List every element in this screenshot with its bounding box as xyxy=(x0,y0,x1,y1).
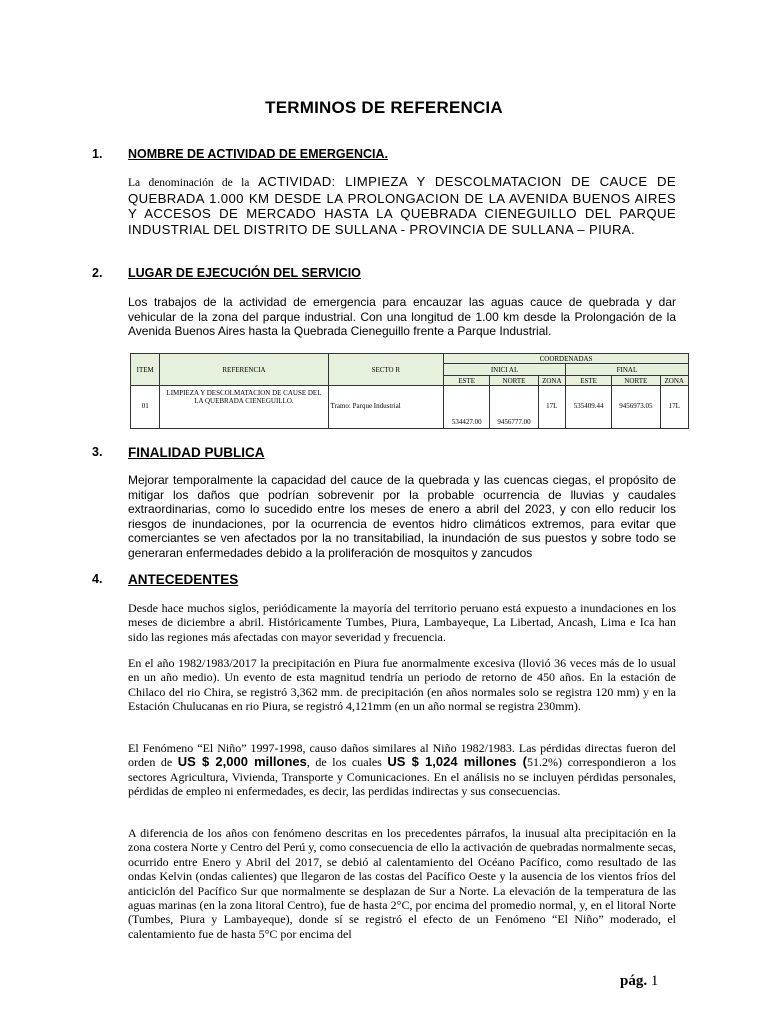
section-number: 1. xyxy=(92,147,103,161)
table-row xyxy=(131,386,689,429)
header-este: ESTE xyxy=(444,376,490,386)
cell-final-norte: 9456973.05 xyxy=(612,386,660,429)
cell-sector: Tramo: Parque Industrial xyxy=(328,386,444,429)
section-2-paragraph: Los trabajos de la actividad de emergencia para encauzar las aguas cauce de quebrada y dar vehicular de la zona del parque industrial. Con una longitud de 1.00 km desde la Prolongación de la Avenida Buenos Aires hasta la Quebrada Cieneguillo frente a Parque Industrial. xyxy=(128,295,676,339)
section-number: 4. xyxy=(92,572,103,586)
header-item: ITEM xyxy=(131,354,160,386)
header-este: ESTE xyxy=(565,376,611,386)
loss-total: US $ 2,000 millones xyxy=(177,754,307,770)
activity-name: ACTIVIDAD: LIMPIEZA Y DESCOLMATACION DE CAUCE DE QUEBRADA 1.000 KM DESDE LA PROLONGACION DE LA AVENIDA BUENOS AIRES Y ACCESOS DE MERCADO HASTA LA QUEBRADA CIENEGUILLO DEL PARQUE INDUSTRIAL DEL DISTRITO DE SULLANA - PROVINCIA DE SULLANA – PIURA. xyxy=(128,174,676,237)
cell-final-este: 535409.44 xyxy=(565,386,611,429)
section-title: ANTECEDENTES xyxy=(128,572,239,587)
paragraph-lead: La denominación de la xyxy=(128,177,250,189)
header-inicial: INICI AL xyxy=(444,364,566,376)
document-title: TERMINOS DE REFERENCIA xyxy=(265,98,503,117)
section-4-paragraph-2: En el año 1982/1983/2017 la precipitación en Piura fue anormalmente excesiva (llovió 36 veces más de lo usual en un año medio). Un evento de esta magnitud tendría un periodo de retorno de 450 años. En la estación de Chilaco del rio Chira, se registró 3,362 mm. de precipitación (en años normales solo se registra 120 mm) y en la Estación Chulucanas en rio Piura, se registró 4,121mm (en un año normal se registra 230mm). xyxy=(128,656,676,714)
section-4-paragraph-1: Desde hace muchos siglos, periódicamente la mayoría del territorio peruano está expuesto a inundaciones en los meses de diciembre a abril. Históricamente Tumbes, Piura, Lambayeque, La Libertad, Ancash, Lima e Ica han sido las regiones más afectadas con mayor severidad y frecuencia. xyxy=(128,601,676,644)
section-3-paragraph: Mejorar temporalmente la capacidad del cauce de la quebrada y las cuencas ciegas, el propósito de mitigar los daños que podrían sobrevenir por la probable ocurrencia de lluvias y caudales extraordinarias, como lo sucedido entre los meses de enero a abril del 2023, y con ello reducir los riesgos de inundaciones, por la ocurrencia de eventos hidro climáticos extremos, para evitar que comerciantes se ven afectados por la no transitabiliad, la inundación de sus puestos y sobre todo se generaran enfermedades debido a la proliferación de mosquitos y zancudos xyxy=(128,473,676,560)
header-final: FINAL xyxy=(565,364,688,376)
header-sector: SECTO R xyxy=(328,354,444,386)
cell-inicial-este: 534427.00 xyxy=(444,386,490,429)
section-1-paragraph xyxy=(128,174,676,237)
section-title: NOMBRE DE ACTIVIDAD DE EMERGENCIA. xyxy=(128,147,388,161)
header-norte: NORTE xyxy=(612,376,660,386)
section-number: 3. xyxy=(92,445,103,459)
page-number-value: 1 xyxy=(650,973,659,989)
cell-inicial-norte: 9456777.00 xyxy=(490,386,538,429)
cell-inicial-zona: 17L xyxy=(538,386,565,429)
cell-item: 01 xyxy=(131,386,160,429)
header-zona: ZONA xyxy=(538,376,565,386)
page-number xyxy=(620,973,658,990)
paragraph-text: , de los cuales xyxy=(306,755,382,770)
section-title: LUGAR DE EJECUCIÓN DEL SERVICIO xyxy=(128,266,361,280)
header-norte: NORTE xyxy=(490,376,538,386)
paragraph-text: El Fenómeno “El Niño” 1997-1998, causo daños similares al Niño 1982/1983. Las pérdidas directas fueron del orden de xyxy=(128,741,676,770)
section-4-paragraph-4: A diferencia de los años con fenómeno descritas en los precedentes párrafos, la inusual alta precipitación en la zona costera Norte y Centro del Perú y, como consecuencia de ello la activación de quebradas normalmente secas, ocurrido entre Enero y Abril del 2017, se debió al calentamiento del Océano Pacífico, como resultado de las ondas Kelvin (ondas calientes) que llegaron de las costas del Pacífico Oeste y la ausencia de los vientos fríos del anticiclón del Pacífico Sur que normalmente se desplazan de Sur a Norte. La elevación de la temperatura de las aguas marinas (en la zona litoral Centro), fue de hasta 2°C, por encima del promedio normal, y, en el litoral Norte (Tumbes, Piura y Lambayeque), donde sí se registró el efecto de un Fenómeno “El Niño” moderado, el calentamiento fue de hasta 5°C por encima del xyxy=(128,826,676,941)
loss-sectors: US $ 1,024 millones ( xyxy=(387,754,528,770)
cell-final-zona: 17L xyxy=(660,386,689,429)
section-number: 2. xyxy=(92,266,103,280)
coordinates-table xyxy=(130,353,689,429)
cell-referencia: LIMPIEZA Y DESCOLMATACION DE CAUSE DEL LA QUEBRADA CIENEGUILLO. xyxy=(160,386,328,429)
header-coordenadas: COORDENADAS xyxy=(444,354,689,364)
paragraph-text: 51.2%) correspondieron a los sectores Agricultura, Vivienda, Transporte y Comunicaciones. En el análisis no se incluyen pérdidas personales, pérdidas de empleo ni enfermedades, es decir, las perdidas indirectas y sus consecuencias. xyxy=(128,755,676,799)
header-referencia: REFERENCIA xyxy=(160,354,328,386)
section-title: FINALIDAD PUBLICA xyxy=(128,445,265,460)
section-4-paragraph-3 xyxy=(128,741,676,799)
header-zona: ZONA xyxy=(660,376,689,386)
page-label: pág. xyxy=(620,973,648,989)
